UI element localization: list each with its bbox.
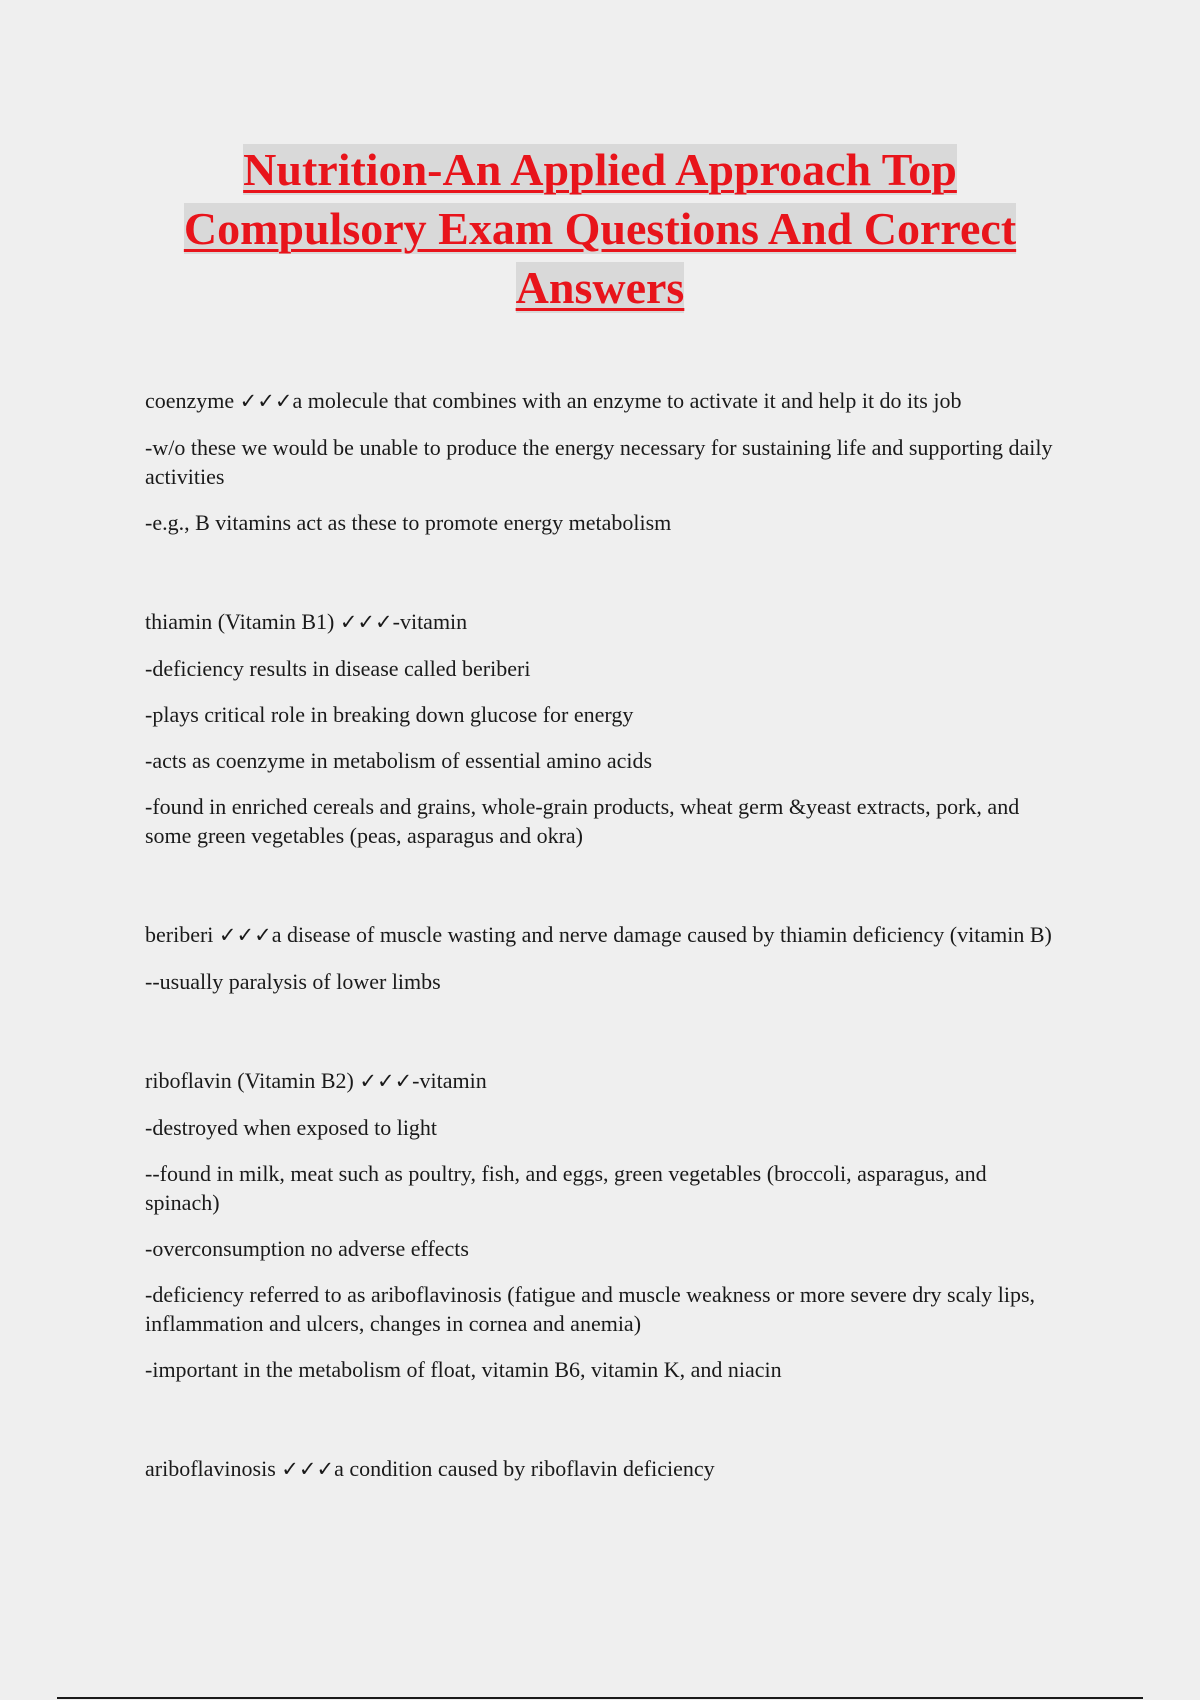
entry-thiamin	[145, 607, 1065, 850]
entry-definition: a condition caused by riboflavin deficiency	[334, 1456, 715, 1481]
entry-heading	[145, 386, 1065, 416]
entry-detail-line: -plays critical role in breaking down glucose for energy	[145, 702, 634, 727]
entry-detail-line: -deficiency referred to as ariboflavinosis (fatigue and muscle weakness or more severe dry scaly lips, inflammation and ulcers, changes in cornea and anemia)	[145, 1282, 1036, 1336]
entry-riboflavin	[145, 1066, 1065, 1384]
entry-definition: -vitamin	[412, 1068, 487, 1093]
entry-ariboflavinosis	[145, 1454, 1065, 1484]
entry-term: coenzyme	[145, 388, 240, 413]
entry-detail-line: -e.g., B vitamins act as these to promote energy metabolism	[145, 510, 672, 535]
entry-coenzyme	[145, 386, 1065, 537]
entry-detail-line: -destroyed when exposed to light	[145, 1115, 438, 1140]
checkmarks-icon: ✓✓✓	[281, 1457, 335, 1481]
entry-detail-line: -deficiency results in disease called beriberi	[145, 656, 531, 681]
checkmarks-icon: ✓✓✓	[218, 923, 272, 947]
checkmarks-icon: ✓✓✓	[339, 610, 393, 634]
entry-definition: a disease of muscle wasting and nerve damage caused by thiamin deficiency (vitamin B)	[271, 922, 1052, 947]
entry-term: beriberi	[145, 922, 219, 947]
entry-term: riboflavin (Vitamin B2)	[145, 1068, 360, 1093]
flashcard-list	[145, 386, 1065, 1554]
entry-detail-line: -found in enriched cereals and grains, whole-grain products, wheat germ &yeast extracts, pork, and some green vegetables (peas, asparagus and okra)	[145, 794, 1020, 848]
entry-detail-line: -w/o these we would be unable to produce the energy necessary for sustaining life and supporting daily activities	[145, 435, 1053, 489]
page-bottom-rule	[57, 1697, 1143, 1699]
document-title	[140, 140, 1060, 317]
title-line-2: Compulsory Exam Questions And Correct	[183, 203, 1017, 254]
entry-heading	[145, 1454, 1065, 1484]
entry-detail-line: -overconsumption no adverse effects	[145, 1236, 469, 1261]
entry-heading	[145, 607, 1065, 637]
entry-definition: a molecule that combines with an enzyme to activate it and help it do its job	[292, 388, 962, 413]
entry-detail-line: --found in milk, meat such as poultry, fish, and eggs, green vegetables (broccoli, asparagus, and spinach)	[145, 1161, 987, 1215]
entry-detail-line: -acts as coenzyme in metabolism of essential amino acids	[145, 748, 653, 773]
entry-term: thiamin (Vitamin B1)	[145, 609, 340, 634]
entry-beriberi	[145, 920, 1065, 996]
checkmarks-icon: ✓✓✓	[359, 1069, 413, 1093]
title-line-3: Answers	[515, 262, 685, 313]
title-line-1: Nutrition-An Applied Approach Top	[243, 144, 957, 195]
checkmarks-icon: ✓✓✓	[239, 389, 293, 413]
entry-term: ariboflavinosis	[145, 1456, 282, 1481]
entry-detail-line: --usually paralysis of lower limbs	[145, 969, 441, 994]
entry-definition: -vitamin	[392, 609, 468, 634]
entry-detail-line: -important in the metabolism of float, vitamin B6, vitamin K, and niacin	[145, 1357, 782, 1382]
entry-heading	[145, 1066, 1065, 1096]
entry-heading	[145, 920, 1065, 950]
